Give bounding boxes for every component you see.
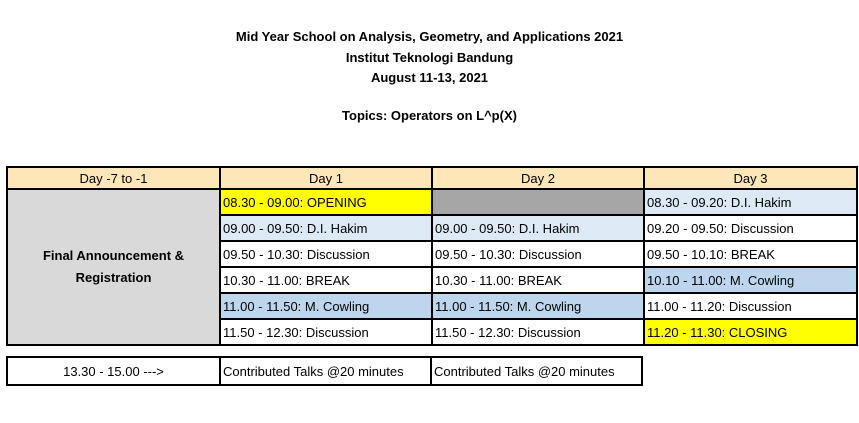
talks-day2-cell: Contributed Talks @20 minutes <box>431 357 642 385</box>
schedule-cell: 10.30 - 11.00: BREAK <box>220 267 432 293</box>
schedule-cell: 09.50 - 10.30: Discussion <box>220 241 432 267</box>
schedule-cell: 11.50 - 12.30: Discussion <box>432 319 644 345</box>
schedule-cell: 09.50 - 10.10: BREAK <box>644 241 857 267</box>
table-row <box>7 189 857 215</box>
schedule-cell: 08.30 - 09.20: D.I. Hakim <box>644 189 857 215</box>
schedule-cell: 09.50 - 10.30: Discussion <box>432 241 644 267</box>
column-header: Day 1 <box>220 167 432 189</box>
schedule-cell: 10.30 - 11.00: BREAK <box>432 267 644 293</box>
column-header: Day -7 to -1 <box>7 167 220 189</box>
table-row <box>7 357 642 385</box>
column-header: Day 3 <box>644 167 857 189</box>
event-dates: August 11-13, 2021 <box>370 70 489 85</box>
contributed-talks-table <box>6 356 643 386</box>
schedule-cell-empty <box>432 189 644 215</box>
column-header: Day 2 <box>432 167 644 189</box>
talks-time-cell: 13.30 - 15.00 ---> <box>7 357 220 385</box>
registration-cell: Final Announcement & Registration <box>7 189 220 345</box>
schedule-cell: 11.00 - 11.20: Discussion <box>644 293 857 319</box>
schedule-cell: 11.00 - 11.50: M. Cowling <box>220 293 432 319</box>
schedule-cell: 09.00 - 09.50: D.I. Hakim <box>220 215 432 241</box>
event-venue: Institut Teknologi Bandung <box>345 49 514 65</box>
schedule-header-row <box>7 167 857 189</box>
schedule-cell: 11.50 - 12.30: Discussion <box>220 319 432 345</box>
talks-day1-cell: Contributed Talks @20 minutes <box>220 357 431 385</box>
schedule-cell: 11.20 - 11.30: CLOSING <box>644 319 857 345</box>
schedule-cell: 11.00 - 11.50: M. Cowling <box>432 293 644 319</box>
event-header <box>0 27 859 89</box>
event-title: Mid Year School on Analysis, Geometry, and Applications 2021 <box>235 29 624 44</box>
schedule-cell: 08.30 - 09.00: OPENING <box>220 189 432 215</box>
schedule-cell: 09.00 - 09.50: D.I. Hakim <box>432 215 644 241</box>
schedule-cell: 09.20 - 09.50: Discussion <box>644 215 857 241</box>
schedule-table <box>6 166 858 346</box>
event-topics: Topics: Operators on L^p(X) <box>342 108 517 123</box>
schedule-cell: 10.10 - 11.00: M. Cowling <box>644 267 857 293</box>
